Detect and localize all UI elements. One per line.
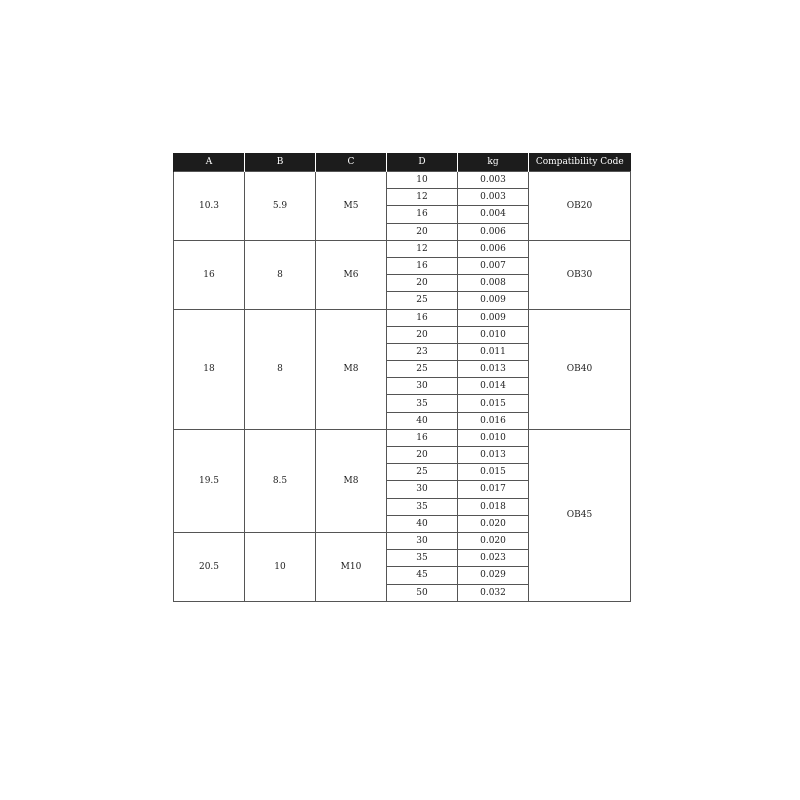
cell-compatibility-code: OB20 [529,172,631,241]
cell-c: M6 [316,240,387,309]
cell-a: 18 [174,309,245,429]
table-body [174,172,631,602]
cell-kg: 0.003 [458,172,529,189]
header-row [174,153,631,172]
cell-d: 16 [387,429,458,446]
cell-a: 10.3 [174,172,245,241]
cell-kg: 0.010 [458,326,529,343]
cell-b: 8 [245,240,316,309]
cell-d: 35 [387,550,458,567]
cell-d: 16 [387,309,458,326]
header-kg: kg [458,153,529,172]
cell-d: 12 [387,240,458,257]
cell-kg: 0.032 [458,584,529,601]
cell-d: 50 [387,584,458,601]
cell-d: 45 [387,567,458,584]
cell-kg: 0.010 [458,429,529,446]
cell-d: 35 [387,498,458,515]
cell-compatibility-code: OB40 [529,309,631,429]
cell-d: 25 [387,464,458,481]
cell-kg: 0.009 [458,292,529,309]
cell-d: 20 [387,326,458,343]
table-row [174,240,631,257]
cell-compatibility-code: OB45 [529,429,631,601]
cell-kg: 0.017 [458,481,529,498]
cell-kg: 0.013 [458,447,529,464]
cell-kg: 0.020 [458,532,529,549]
cell-kg: 0.004 [458,206,529,223]
cell-a: 16 [174,240,245,309]
cell-d: 25 [387,292,458,309]
cell-kg: 0.018 [458,498,529,515]
cell-kg: 0.006 [458,223,529,240]
cell-b: 8.5 [245,429,316,532]
cell-kg: 0.029 [458,567,529,584]
header-a: A [174,153,245,172]
cell-d: 30 [387,532,458,549]
cell-d: 20 [387,275,458,292]
table-header [174,153,631,172]
cell-b: 10 [245,532,316,601]
cell-kg: 0.008 [458,275,529,292]
cell-d: 30 [387,378,458,395]
cell-a: 20.5 [174,532,245,601]
cell-d: 20 [387,223,458,240]
cell-kg: 0.020 [458,515,529,532]
cell-kg: 0.016 [458,412,529,429]
table-row [174,172,631,189]
cell-c: M5 [316,172,387,241]
cell-kg: 0.009 [458,309,529,326]
cell-kg: 0.015 [458,464,529,481]
header-c: C [316,153,387,172]
cell-c: M8 [316,309,387,429]
cell-b: 5.9 [245,172,316,241]
header-b: B [245,153,316,172]
cell-d: 25 [387,361,458,378]
cell-kg: 0.013 [458,361,529,378]
cell-d: 23 [387,343,458,360]
cell-compatibility-code: OB30 [529,240,631,309]
cell-c: M10 [316,532,387,601]
cell-d: 35 [387,395,458,412]
cell-d: 40 [387,412,458,429]
cell-kg: 0.007 [458,257,529,274]
spec-table [173,153,631,602]
table-row [174,429,631,446]
cell-kg: 0.014 [458,378,529,395]
cell-kg: 0.003 [458,189,529,206]
cell-kg: 0.006 [458,240,529,257]
cell-kg: 0.015 [458,395,529,412]
table-row [174,309,631,326]
cell-b: 8 [245,309,316,429]
cell-d: 20 [387,447,458,464]
cell-c: M8 [316,429,387,532]
cell-a: 19.5 [174,429,245,532]
cell-kg: 0.023 [458,550,529,567]
header-compatibility-code: Compatibility Code [529,153,631,172]
cell-d: 40 [387,515,458,532]
cell-d: 10 [387,172,458,189]
header-d: D [387,153,458,172]
cell-kg: 0.011 [458,343,529,360]
cell-d: 16 [387,257,458,274]
cell-d: 12 [387,189,458,206]
cell-d: 16 [387,206,458,223]
cell-d: 30 [387,481,458,498]
